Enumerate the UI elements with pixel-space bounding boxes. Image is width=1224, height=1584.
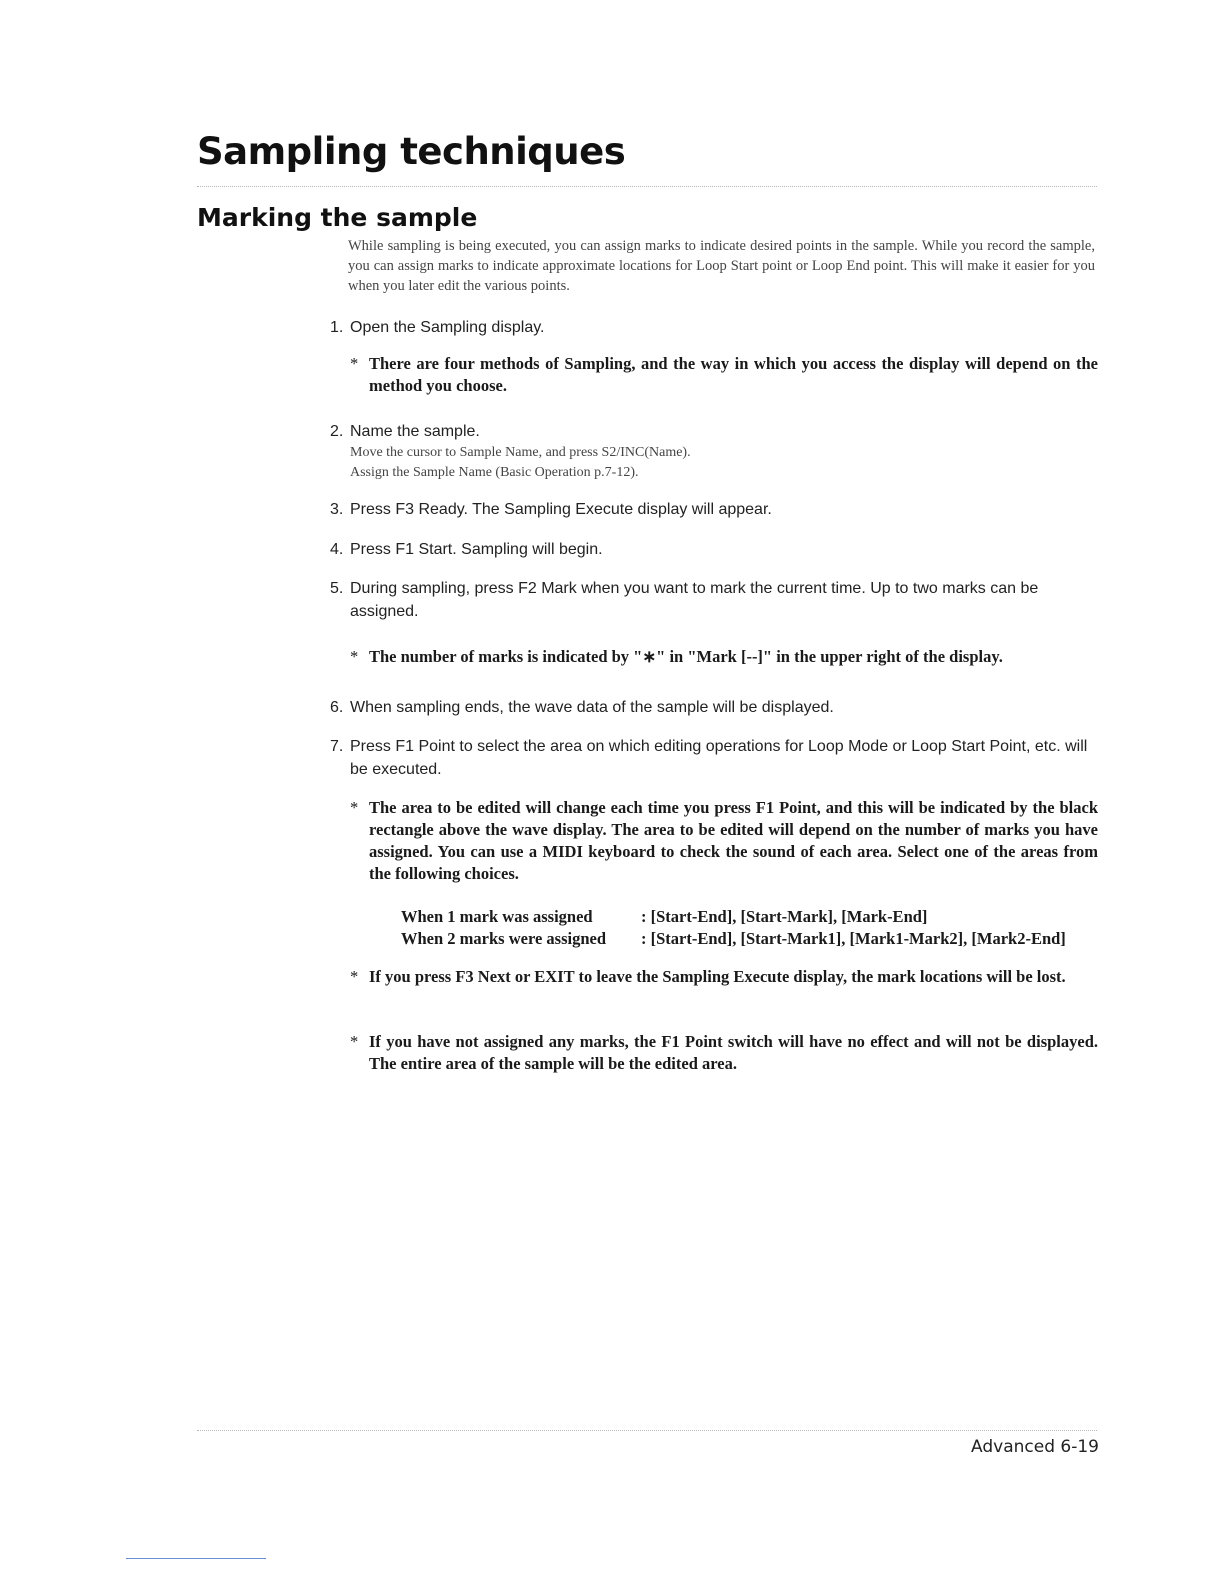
step-text: Open the Sampling display. [350,319,545,336]
choice-label: When 1 mark was assigned [401,907,593,926]
step-number: 5. [330,580,344,597]
note-text: If you have not assigned any marks, the F1 Point switch will have no effect and will not be displayed. The entire area of the sample will be the edited area. [369,1032,1098,1073]
bullet-star: * [350,967,359,986]
note-edit-area [350,797,1098,885]
note-text: There are four methods of Sampling, and the way in which you access the display will depend on the method you choose. [369,354,1098,395]
note-text: The number of marks is indicated by "∗" in "Mark [--]" in the upper right of the display. [369,647,1003,666]
step-text: Press F1 Start. Sampling will begin. [350,541,603,558]
footer-divider [197,1430,1097,1431]
step-text: During sampling, press F2 Mark when you want to mark the current time. Up to two marks can be assigned. [350,580,1039,620]
choice-1-mark [401,905,927,928]
bullet-star: * [350,798,359,817]
step-text: Name the sample. [350,423,480,440]
page-title: Sampling techniques [197,130,626,173]
choice-label: When 2 marks were assigned [401,929,607,948]
step-7 [330,735,1100,781]
note-exit-lost [350,966,1098,988]
note-no-marks [350,1031,1098,1075]
corner-line [126,1558,266,1559]
step-text: Press F3 Ready. The Sampling Execute display will appear. [350,501,772,518]
step-6 [330,696,1100,719]
step-4 [330,538,1100,561]
note-methods [350,353,1098,397]
step-2-sub-1: Move the cursor to Sample Name, and press S2/INC(Name). [350,445,691,460]
step-number: 6. [330,699,344,716]
step-text: Press F1 Point to select the area on which editing operations for Loop Mode or Loop Start Point, etc. will be executed. [350,738,1088,778]
section-heading: Marking the sample [197,203,478,232]
step-number: 2. [330,423,344,440]
step-text: When sampling ends, the wave data of the sample will be displayed. [350,699,834,716]
step-number: 7. [330,738,344,755]
note-text: If you press F3 Next or EXIT to leave the Sampling Execute display, the mark locations will be lost. [369,967,1066,986]
step-number: 4. [330,541,344,558]
note-marks-indicator [350,646,1098,668]
choice-2-marks [401,927,1066,950]
step-number: 1. [330,319,344,336]
bullet-star: * [350,1032,359,1051]
choice-value: : [Start-End], [Start-Mark], [Mark-End] [641,907,928,926]
title-divider [197,186,1097,187]
step-3 [330,498,1100,521]
page-footer: Advanced 6-19 [971,1437,1099,1457]
bullet-star: * [350,354,359,373]
step-2 [330,420,1100,443]
intro-paragraph: While sampling is being executed, you can assign marks to indicate desired points in the sample. While you record the sample, you can assign marks to indicate approximate locations for Loop Start point or Loop End point. This will make it easier for you when you later edit the various points. [348,238,1095,294]
choice-value: : [Start-End], [Start-Mark1], [Mark1-Mark2], [Mark2-End] [641,929,1066,948]
bullet-star: * [350,647,359,666]
step-1 [330,316,1100,339]
step-5 [330,577,1100,623]
note-text: The area to be edited will change each time you press F1 Point, and this will be indicated by the black rectangle above the wave display. The area to be edited will depend on the number of marks you have assigned. You can use a MIDI keyboard to check the sound of each area. Select one of the areas from the following choices. [369,798,1098,883]
step-2-sub-2: Assign the Sample Name (Basic Operation p.7-12). [350,465,639,480]
step-number: 3. [330,501,344,518]
